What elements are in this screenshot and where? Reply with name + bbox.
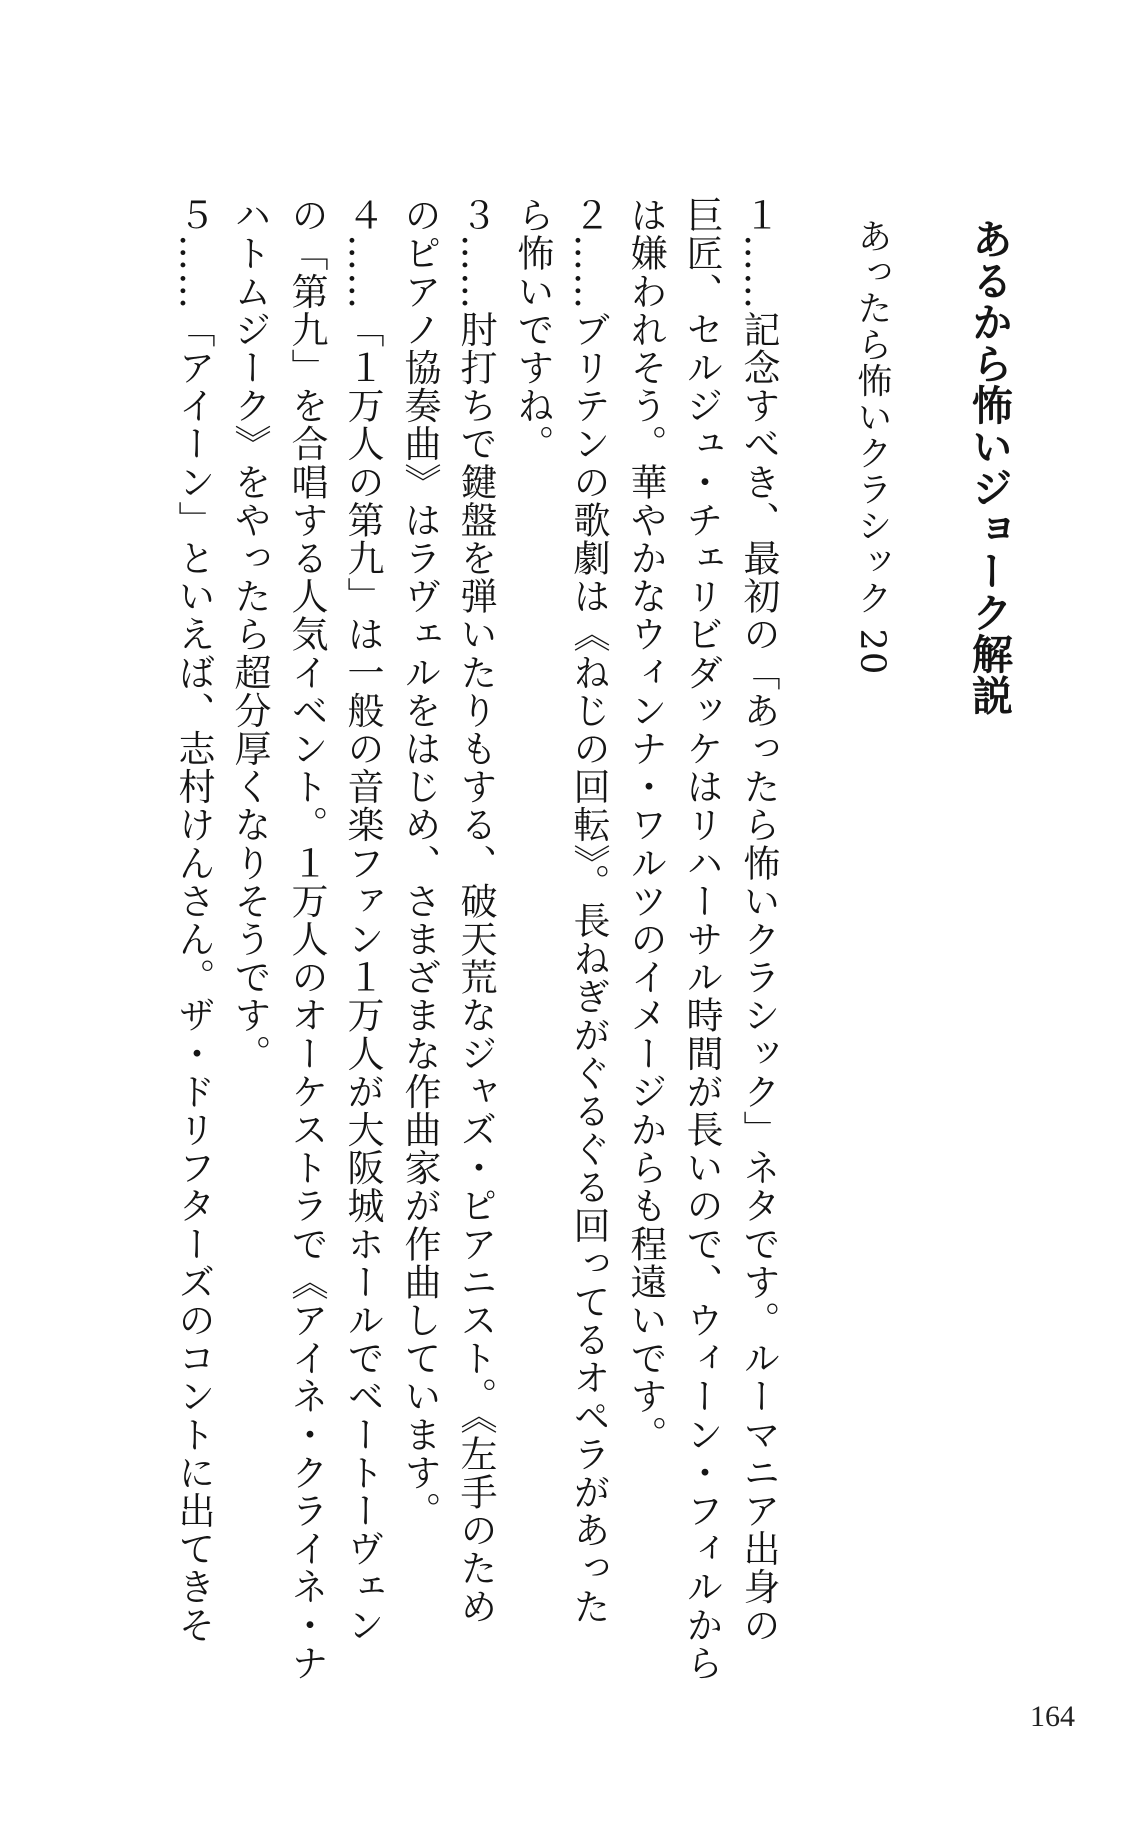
body-column-7: のピアノ協奏曲》はラヴェルをはじめ、さまざまな作曲家が作曲しています。: [398, 196, 441, 1530]
body-column-1: １……記念すべき、最初の「あったら怖いクラシック」ネタです。ルーマニア出身の: [737, 196, 780, 1644]
body-column-8: ４……「１万人の第九」は一般の音楽ファン１万人が大阪城ホールでベートーヴェン: [341, 196, 384, 1644]
body-column-3: は嫌われそう。華やかなウィンナ・ワルツのイメージからも程遠いです。: [624, 196, 667, 1454]
body-column-11: ５……「アイーン」といえば、志村けんさん。ザ・ドリフターズのコントに出てきそ: [172, 196, 215, 1644]
page-title: あるから怖いジョーク解説: [965, 218, 1013, 716]
body-column-6: ３……肘打ちで鍵盤を弾いたりもする、破天荒なジャズ・ピアニスト。《左手のため: [454, 196, 497, 1626]
body-column-5: ら怖いですね。: [511, 196, 554, 463]
page-number: 164: [1030, 1700, 1075, 1733]
section-subtitle: あったら怖いクラシック 20: [852, 218, 892, 676]
body-column-10: ハトムジーク》をやったら超分厚くなりそうです。: [228, 196, 271, 1073]
body-column-9: の「第九」を合唱する人気イベント。１万人のオーケストラで《アイネ・クライネ・ナ: [285, 196, 328, 1682]
body-column-4: ２……ブリテンの歌劇は《ねじの回転》。長ねぎがぐるぐる回ってるオペラがあった: [567, 196, 610, 1626]
body-column-2: 巨匠、セルジュ・チェリビダッケはリハーサル時間が長いので、ウィーン・フィルから: [680, 196, 723, 1682]
